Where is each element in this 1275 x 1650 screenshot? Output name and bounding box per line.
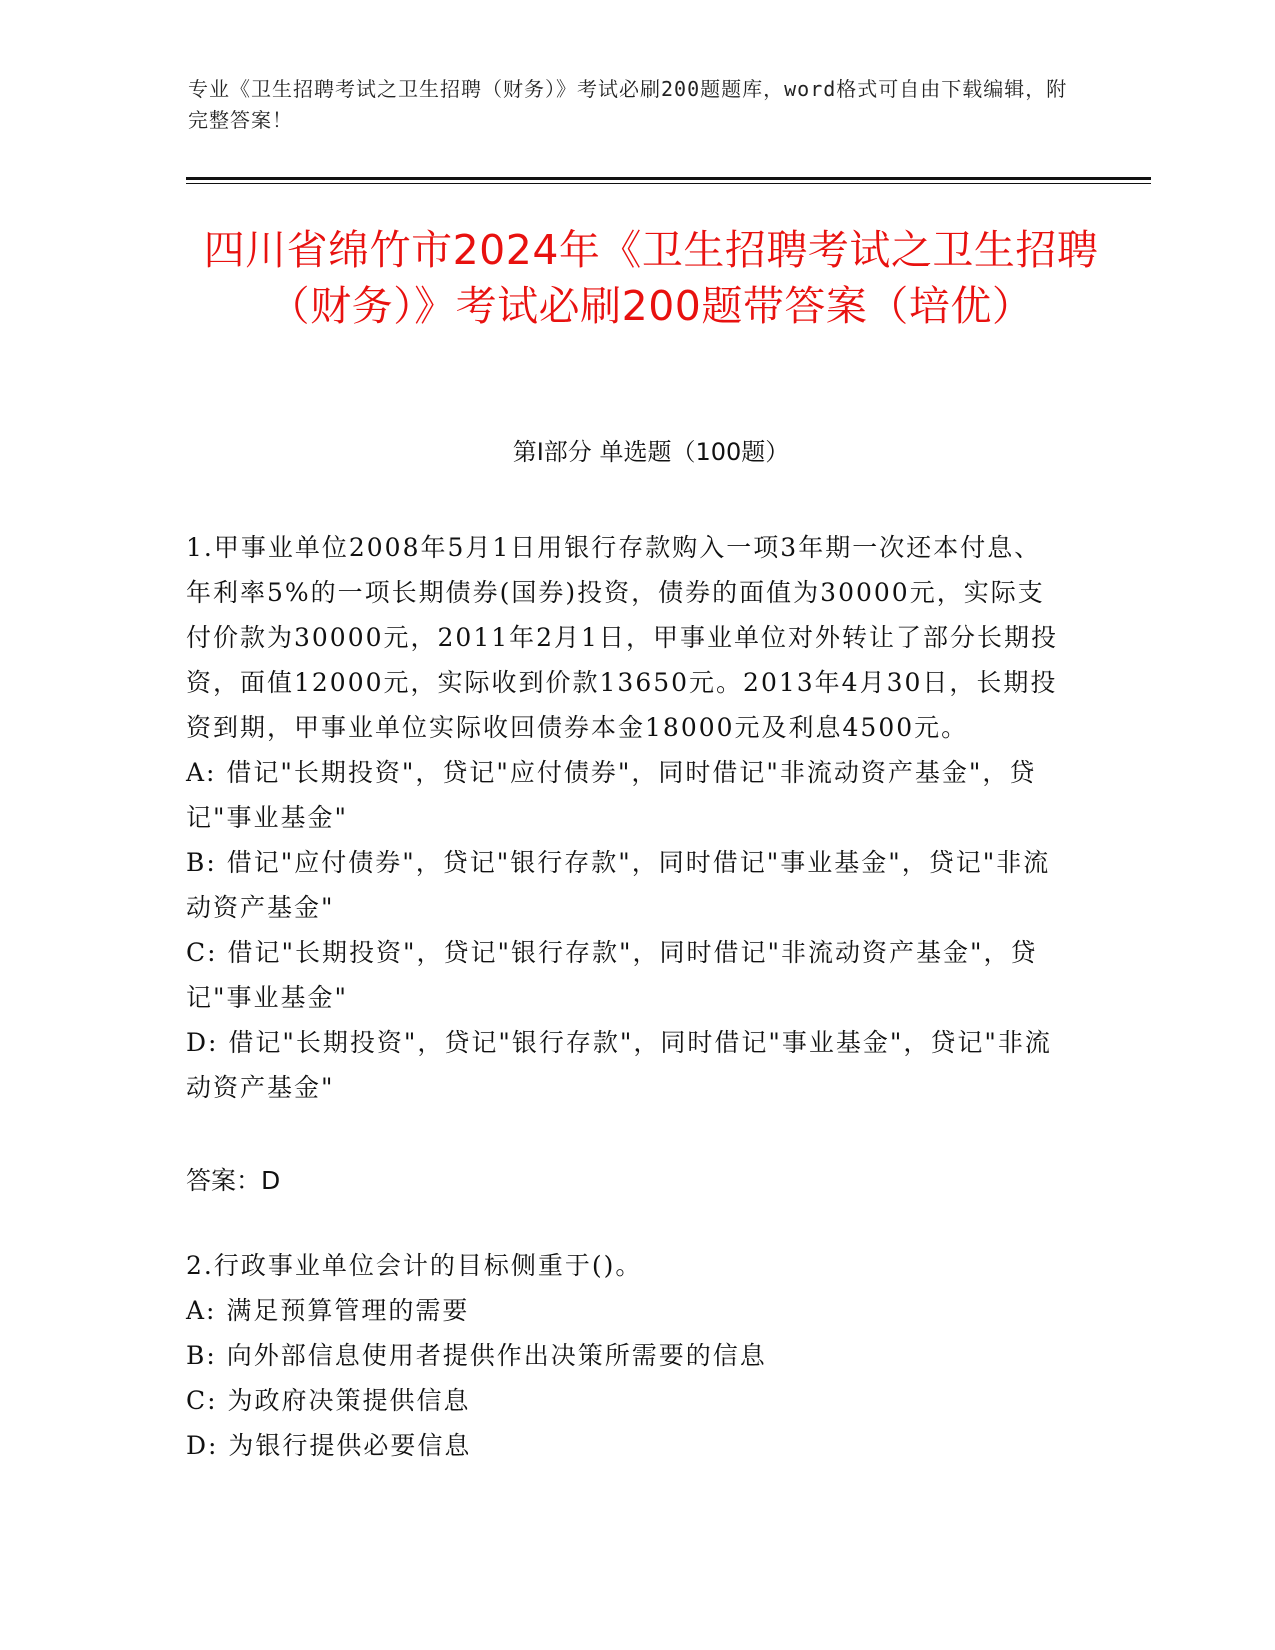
document-title: 四川省绵竹市2024年《卫生招聘考试之卫生招聘（财务）》考试必刷200题带答案（培优） — [203, 226, 1099, 330]
question-1-option-d: D: 借记"长期投资"，贷记"银行存款"，同时借记"事业基金"，贷记"非流动资产基金" — [186, 1028, 1052, 1102]
question-2-stem: 2.行政事业单位会计的目标侧重于()。 — [186, 1251, 643, 1280]
header-note: 专业《卫生招聘考试之卫生招聘（财务）》考试必刷200题题库，word格式可自由下载编辑，附完整答案！ — [188, 77, 1068, 132]
question-2-option-a: A: 满足预算管理的需要 — [186, 1296, 470, 1325]
question-1 — [186, 525, 1066, 1110]
question-2-option-d: D: 为银行提供必要信息 — [186, 1431, 472, 1460]
header-rule-thick — [186, 177, 1151, 180]
question-1-option-a: A: 借记"长期投资"，贷记"应付债券"，同时借记"非流动资产基金"，贷记"事业基金" — [186, 758, 1037, 832]
question-1-stem: 1.甲事业单位2008年5月1日用银行存款购入一项3年期一次还本付息、年利率5%的一项长期债券(国券)投资，债券的面值为30000元，实际支付价款为30000元，2011年2月1日，甲事业单位对外转让了部分长期投资，面值12000元，实际收到价款13650元。2013年4月30日，长期投资到期，甲事业单位实际收回债券本金18000元及利息4500元。 — [186, 533, 1058, 742]
question-1-option-b: B: 借记"应付债券"，贷记"银行存款"，同时借记"事业基金"，贷记"非流动资产基金" — [186, 848, 1051, 922]
header-rule-thin — [186, 183, 1151, 184]
question-1-answer: 答案：D — [186, 1166, 281, 1195]
section-title: 第I部分 单选题（100题） — [512, 438, 790, 466]
question-2-option-b: B: 向外部信息使用者提供作出决策所需要的信息 — [186, 1341, 767, 1370]
question-1-option-c: C: 借记"长期投资"，贷记"银行存款"，同时借记"非流动资产基金"，贷记"事业基金" — [186, 938, 1038, 1012]
question-2-option-c: C: 为政府决策提供信息 — [186, 1386, 471, 1415]
question-2 — [186, 1243, 1066, 1468]
